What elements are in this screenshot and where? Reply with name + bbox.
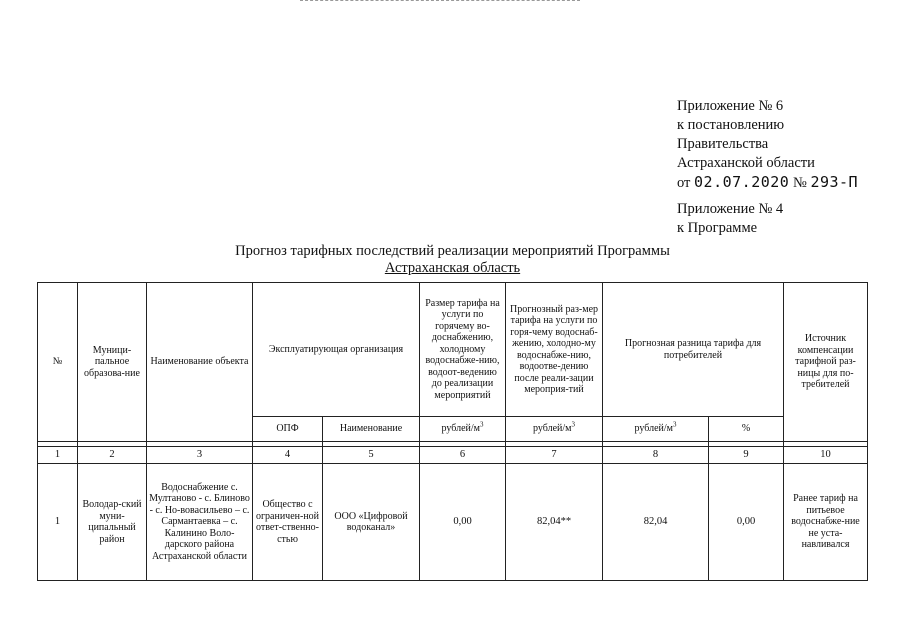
subheader-name: Наименование <box>323 417 420 442</box>
unit-exponent: 3 <box>479 420 484 429</box>
header-difference: Прогнозная разница тарифа для потребителей <box>603 283 784 417</box>
row-operator-name: ООО «Цифровой водоканал» <box>323 464 420 581</box>
row-diff-rub: 82,04 <box>603 464 709 581</box>
region-title <box>0 259 905 277</box>
appendix-date-line <box>677 173 887 193</box>
unit-text: рублей/м <box>634 423 673 435</box>
subheader-unit-after <box>506 417 603 442</box>
column-number: 7 <box>506 447 603 464</box>
resolution-date: 02.07.2020 <box>694 173 790 191</box>
column-number: 8 <box>603 447 709 464</box>
subheader-opf: ОПФ <box>253 417 323 442</box>
appendix-line: Астраханской области <box>677 155 815 171</box>
appendix-line: Приложение № 6 <box>677 98 784 114</box>
appendix-resolution-block <box>677 97 887 193</box>
number-sign: № <box>792 175 807 191</box>
date-prefix: от <box>677 175 691 191</box>
document-title: Прогноз тарифных последствий реализации мероприятий Программы <box>235 243 670 259</box>
row-object: Водоснабжение с. Мултаново - с. Блиново - с. Но-вовасильево – с. Сармантаевка – с. Калинино Воло-дарского района Астраханской области <box>147 464 253 581</box>
subheader-percent: % <box>709 417 784 442</box>
row-tariff-before: 0,00 <box>420 464 506 581</box>
unit-exponent: 3 <box>672 420 677 429</box>
tariff-forecast-table <box>37 282 868 581</box>
row-compensation: Ранее тариф на питьевое водоснабже-ние не уста-навливался <box>784 464 868 581</box>
column-number: 4 <box>253 447 323 464</box>
column-number-row <box>38 447 868 464</box>
resolution-number: 293-П <box>810 173 859 191</box>
region-name: Астраханская область <box>384 260 521 276</box>
header-tariff-before: Размер тарифа на услуги по горячему во-доснабжению, холодному водоснабже-нию, водоот-ведению до реализации мероприятий <box>420 283 506 417</box>
column-number: 6 <box>420 447 506 464</box>
column-number: 1 <box>38 447 78 464</box>
row-opf: Общество с ограничен-ной ответ-ственно-стью <box>253 464 323 581</box>
column-number: 10 <box>784 447 868 464</box>
appendix-line: к Программе <box>677 220 758 236</box>
header-municipality: Муници-пальное образова-ние <box>78 283 147 442</box>
scan-top-edge <box>300 0 580 2</box>
header-no: № <box>38 283 78 442</box>
header-operator: Эксплуатирующая организация <box>253 283 420 417</box>
column-number: 5 <box>323 447 420 464</box>
appendix-program-block <box>677 200 887 238</box>
row-municipality: Володар-ский муни-ципальный район <box>78 464 147 581</box>
header-object: Наименование объекта <box>147 283 253 442</box>
appendix-line: к постановлению <box>677 117 785 133</box>
appendix-line: Правительства <box>677 136 769 152</box>
subheader-unit-diff <box>603 417 709 442</box>
column-number: 2 <box>78 447 147 464</box>
row-no: 1 <box>38 464 78 581</box>
header-compensation: Источник компенсации тарифной раз-ницы для по-требителей <box>784 283 868 442</box>
row-diff-pct: 0,00 <box>709 464 784 581</box>
column-number: 9 <box>709 447 784 464</box>
subheader-unit-before <box>420 417 506 442</box>
header-tariff-after: Прогнозный раз-мер тарифа на услуги по горя-чему водоснаб-жению, холодно-му водоснабже-нию, водоотве-дению после реали-зации мероприя-тий <box>506 283 603 417</box>
unit-exponent: 3 <box>571 420 575 429</box>
header-row <box>38 283 868 417</box>
appendix-line: Приложение № 4 <box>677 201 784 217</box>
unit-text: рублей/м <box>533 423 572 435</box>
column-number: 3 <box>147 447 253 464</box>
table-row <box>38 464 868 581</box>
unit-text: рублей/м <box>441 423 480 435</box>
row-tariff-after: 82,04** <box>506 464 603 581</box>
